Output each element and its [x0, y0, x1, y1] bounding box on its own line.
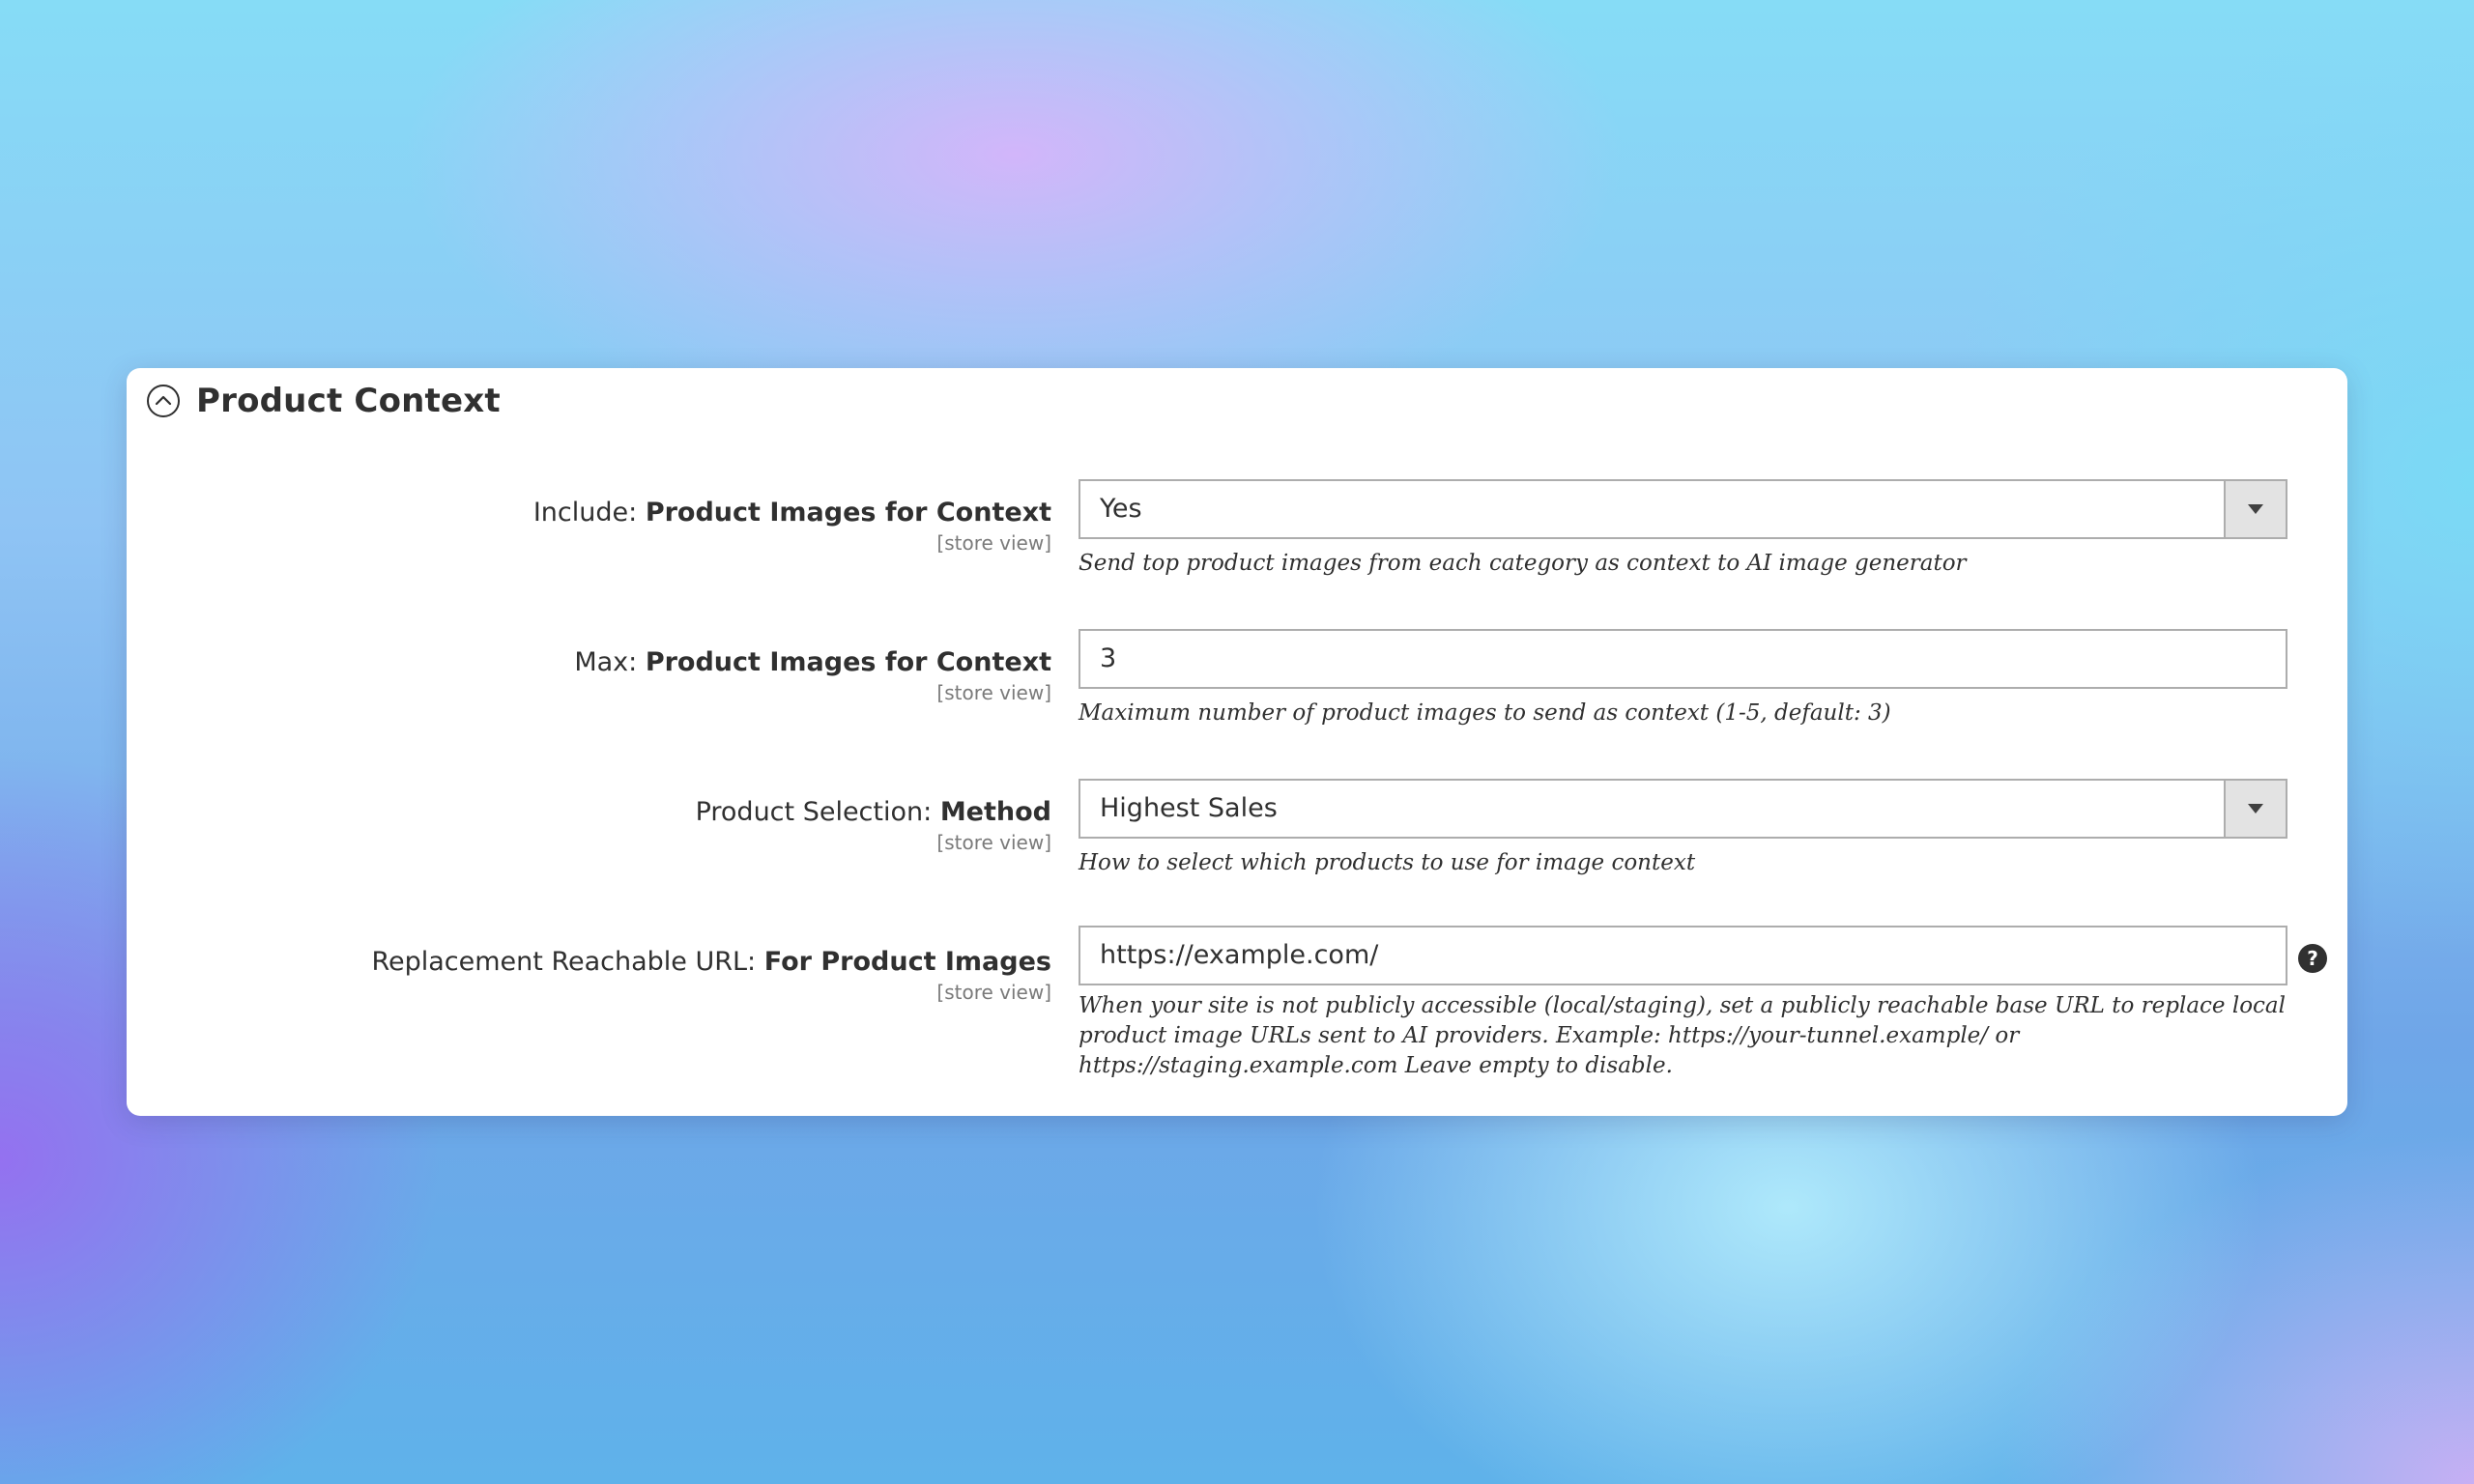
svg-text:?: ? — [2307, 947, 2318, 970]
label-strong: Method — [939, 797, 1051, 827]
question-circle-icon[interactable] — [2297, 943, 2328, 974]
select-value: Yes — [1100, 494, 1142, 524]
dropdown-arrow-button[interactable] — [2224, 481, 2286, 537]
scope-label: [store view] — [936, 681, 1051, 704]
field-control — [1079, 479, 2287, 579]
field-label — [533, 497, 1051, 555]
label-strong: Product Images for Context — [645, 498, 1051, 528]
caret-down-icon — [2247, 803, 2264, 814]
section-title: Product Context — [196, 382, 501, 420]
label-strong: Product Images for Context — [645, 647, 1051, 677]
select-value: Highest Sales — [1100, 793, 1278, 823]
field-control — [1079, 629, 2287, 728]
field-note: Maximum number of product images to send as context (1-5, default: 3) — [1079, 700, 1891, 726]
scope-label: [store view] — [936, 531, 1051, 555]
include-images-select[interactable] — [1079, 479, 2287, 539]
label-prefix: Replacement Reachable URL: — [371, 947, 757, 977]
caret-down-icon — [2247, 503, 2264, 515]
field-control — [1079, 926, 2287, 1081]
field-label — [371, 946, 1051, 1004]
replacement-url-input[interactable] — [1079, 926, 2287, 985]
input-value: https://example.com/ — [1100, 940, 1379, 970]
label-prefix: Product Selection: — [695, 797, 933, 827]
section-header[interactable] — [146, 382, 501, 420]
scope-label: [store view] — [936, 831, 1051, 854]
field-label — [574, 646, 1051, 704]
label-prefix: Max: — [574, 647, 638, 677]
input-value: 3 — [1100, 643, 1117, 673]
selection-method-select[interactable] — [1079, 779, 2287, 839]
product-context-panel — [127, 368, 2347, 1116]
label-prefix: Include: — [532, 498, 638, 528]
scope-label: [store view] — [936, 981, 1051, 1004]
field-control — [1079, 779, 2287, 878]
dropdown-arrow-button[interactable] — [2224, 781, 2286, 837]
label-strong: For Product Images — [763, 947, 1051, 977]
field-note: Send top product images from each category as context to AI image generator — [1079, 551, 1967, 576]
field-note: When your site is not publicly accessible (local/staging), set a publicly reachable base URL to replace local product image URLs sent to AI providers. Example: https://your-tunnel.example/ or https://staging.example.com Leave empty to disable. — [1079, 993, 2286, 1078]
field-note: How to select which products to use for image context — [1079, 850, 1696, 875]
field-label — [696, 796, 1051, 854]
chevron-up-circle-icon[interactable] — [146, 384, 181, 418]
max-images-input[interactable] — [1079, 629, 2287, 689]
